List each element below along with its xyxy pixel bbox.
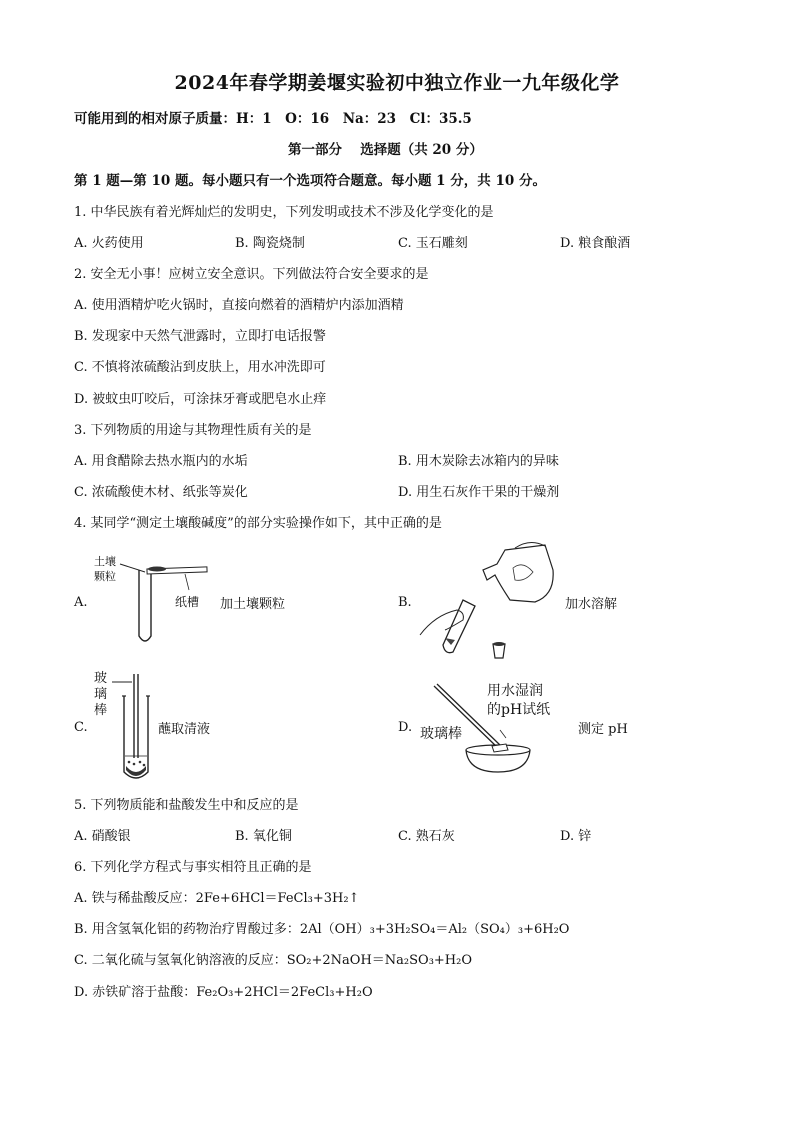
q3-option-c[interactable]: C. 浓硫酸使木材、纸张等炭化 xyxy=(74,485,248,500)
part-title: 第一部分 选择题（共 20 分） xyxy=(288,142,483,158)
q2-option-c[interactable]: C. 不慎将浓硫酸沾到皮肤上，用水冲洗即可 xyxy=(74,360,326,375)
q5-option-a[interactable]: A. 硝酸银 xyxy=(74,829,131,844)
caption-d: 测定 pH xyxy=(578,722,628,737)
question-6-stem: 6. 下列化学方程式与事实相符且正确的是 xyxy=(74,860,312,875)
figure-d-evaporating-dish xyxy=(428,680,538,775)
label-wet-paper-1: 用水湿润 xyxy=(487,683,543,699)
label-glass-2: 璃 xyxy=(94,687,108,702)
q4-option-d[interactable]: D. xyxy=(398,720,413,735)
q1-option-b[interactable]: B. 陶瓷烧制 xyxy=(235,236,305,251)
q5-option-d[interactable]: D. 锌 xyxy=(560,829,592,844)
q4-option-c[interactable]: C. xyxy=(74,720,88,735)
q5-option-b[interactable]: B. 氧化铜 xyxy=(235,829,292,844)
question-4-stem: 4. 某同学“测定土壤酸碱度”的部分实验操作如下，其中正确的是 xyxy=(74,516,442,531)
caption-c: 蘸取清液 xyxy=(158,722,211,737)
q4-option-a[interactable]: A. xyxy=(74,595,88,610)
q3-option-d[interactable]: D. 用生石灰作干果的干燥剂 xyxy=(398,485,560,500)
question-2-stem: 2. 安全无小事！应树立安全意识。下列做法符合安全要求的是 xyxy=(74,267,429,282)
instructions: 第 1 题—第 10 题。每小题只有一个选项符合题意。每小题 1 分，共 10 分。 xyxy=(74,173,546,189)
q3-option-a[interactable]: A. 用食醋除去热水瓶内的水垢 xyxy=(74,454,248,469)
q6-option-c[interactable]: C. 二氧化硫与氢氧化钠溶液的反应：SO₂+2NaOH＝Na₂SO₃+H₂O xyxy=(74,953,473,968)
q3-option-b[interactable]: B. 用木炭除去冰箱内的异味 xyxy=(398,454,559,469)
label-paper-trough: 纸槽 xyxy=(175,595,200,609)
label-glass-rod: 玻璃棒 xyxy=(420,726,462,742)
figure-c-glass-rod-tube xyxy=(110,672,160,784)
caption-b: 加水溶解 xyxy=(565,597,618,612)
figure-a-test-tube xyxy=(115,558,215,648)
q2-option-a[interactable]: A. 使用酒精炉吃火锅时，直接向燃着的酒精炉内添加酒精 xyxy=(74,298,404,313)
label-wet-paper-2: 的pH试纸 xyxy=(487,702,551,718)
q2-option-b[interactable]: B. 发现家中天然气泄露时，立即打电话报警 xyxy=(74,329,326,344)
page-title: 2024年春学期姜堰实验初中独立作业一九年级化学 xyxy=(174,72,620,94)
label-grain: 颗粒 xyxy=(94,570,116,583)
question-1-stem: 1. 中华民族有着光辉灿烂的发明史，下列发明或技术不涉及化学变化的是 xyxy=(74,205,494,220)
q2-option-d[interactable]: D. 被蚊虫叮咬后，可涂抹牙膏或肥皂水止痒 xyxy=(74,392,327,407)
label-soil: 土壤 xyxy=(94,555,116,568)
q6-option-a[interactable]: A. 铁与稀盐酸反应：2Fe+6HCl＝FeCl₃+3H₂↑ xyxy=(74,891,360,906)
question-5-stem: 5. 下列物质能和盐酸发生中和反应的是 xyxy=(74,798,299,813)
question-3-stem: 3. 下列物质的用途与其物理性质有关的是 xyxy=(74,423,312,438)
caption-a: 加土壤颗粒 xyxy=(220,597,286,612)
q1-option-a[interactable]: A. 火药使用 xyxy=(74,236,144,251)
q4-option-b[interactable]: B. xyxy=(398,595,412,610)
label-glass-3: 棒 xyxy=(94,703,108,718)
q1-option-c[interactable]: C. 玉石雕刻 xyxy=(398,236,468,251)
q6-option-b[interactable]: B. 用含氢氧化铝的药物治疗胃酸过多：2Al（OH）₃+3H₂SO₄＝Al₂（SO₄）₃+6H₂O xyxy=(74,922,570,937)
atomic-masses: 可能用到的相对原子质量：H：1 O：16 Na：23 Cl：35.5 xyxy=(74,111,472,127)
q1-option-d[interactable]: D. 粮食酿酒 xyxy=(560,236,631,251)
q5-option-c[interactable]: C. 熟石灰 xyxy=(398,829,455,844)
q6-option-d[interactable]: D. 赤铁矿溶于盐酸：Fe₂O₃+2HCl＝2FeCl₃+H₂O xyxy=(74,985,373,1000)
label-glass-1: 玻 xyxy=(94,671,108,686)
figure-b-pour-water xyxy=(415,540,565,665)
